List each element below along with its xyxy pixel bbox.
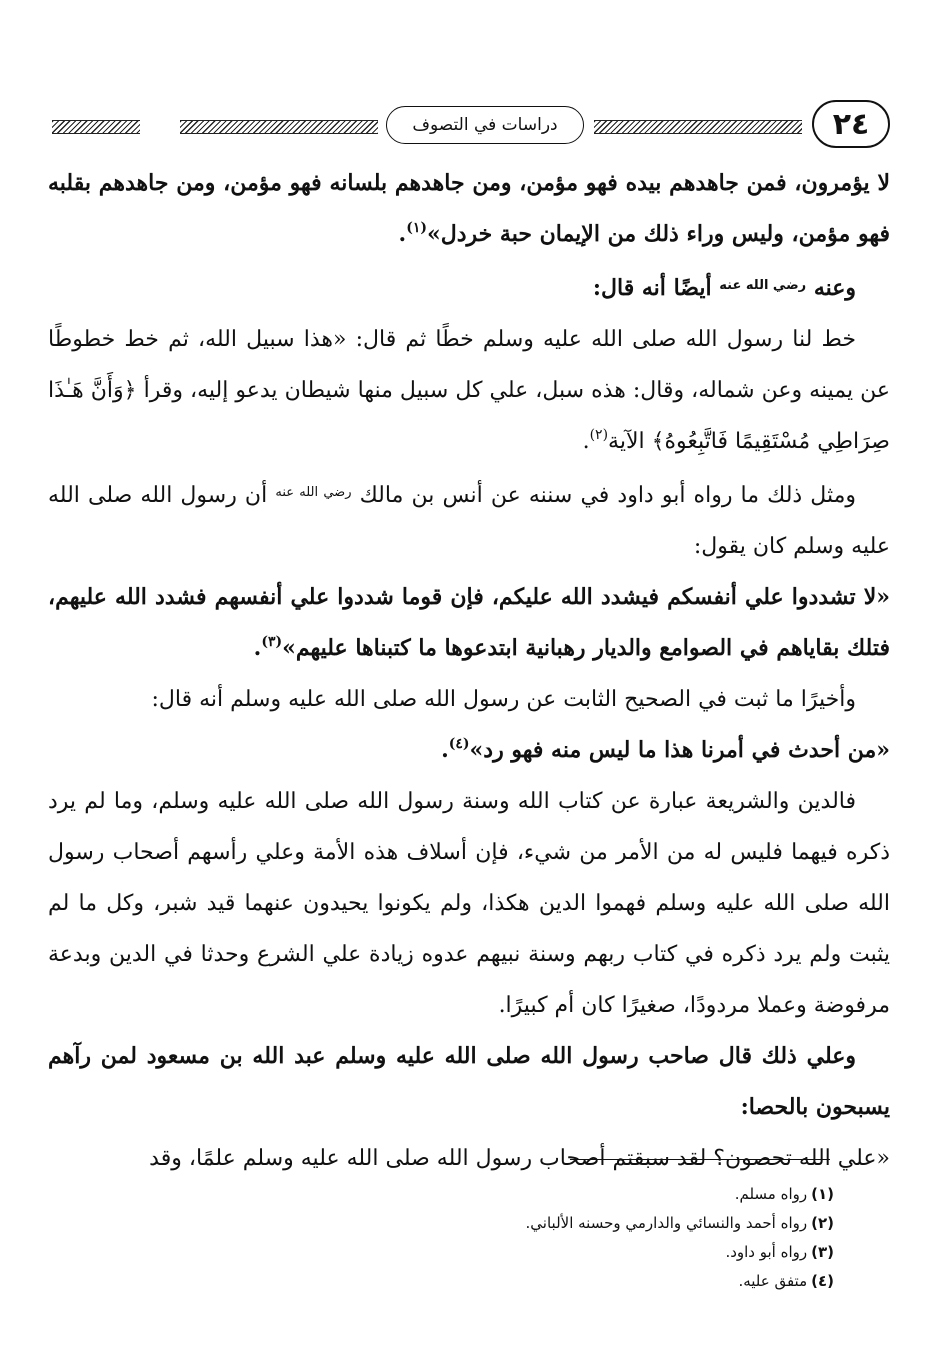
header-ornament-right — [594, 120, 802, 134]
footnote-1 — [134, 1180, 834, 1209]
footnote-ref-1: (١) — [406, 220, 427, 236]
footnote-text: رواه أبو داود. — [725, 1243, 808, 1261]
paragraph-9 — [48, 1031, 890, 1133]
footnote-number: (٣) — [811, 1243, 834, 1261]
paragraph-4 — [48, 467, 890, 572]
paragraph-7-text: «من أحدث في أمرنا هذا ما ليس منه فهو رد» — [469, 737, 890, 763]
paragraph-4-text-cont: أن رسول الله صلى الله عليه وسلم كان يقول: — [48, 483, 890, 559]
paragraph-3-tail: . — [582, 429, 590, 454]
footnote-ref-3: (٣) — [261, 634, 283, 650]
paragraph-7-tail: . — [441, 737, 449, 763]
paragraph-8 — [48, 776, 890, 1031]
paragraph-6 — [48, 674, 890, 725]
paragraph-7 — [48, 725, 890, 776]
paragraph-2-text: وعنه — [813, 275, 856, 301]
paragraph-8-text: فالدين والشريعة عبارة عن كتاب الله وسنة رسول الله صلى الله عليه وسلم، وما لم يرد ذكره فيهما فليس له من الأمر من شيء، فإن أسلاف هذه الأمة وعلي رأسهم أصحاب رسول الله صلى الله عليه وسلم فهموا الدين هكذا، ولم يكونوا يحيدون عنهما قيد شبر، وكل ما لم يثبت ولم يرد ذكره في كتاب ربهم وسنة نبيهم عدوه زيادة علي الشرع وحدثا في الدين وبدعة مرفوضة وعملا مردودًا، صغيرًا كان أم كبيرًا. — [48, 789, 890, 1018]
footnote-ref-2: (٢) — [589, 427, 609, 443]
paragraph-5 — [48, 572, 890, 674]
footnotes — [134, 1180, 834, 1296]
paragraph-6-text: وأخيرًا ما ثبت في الصحيح الثابت عن رسول الله صلى الله عليه وسلم أنه قال: — [151, 687, 856, 712]
paragraph-3-text-cont: الآية — [608, 429, 645, 454]
quran-verse: ﴿وَأَنَّ هَـٰذَا صِرَاطِي مُسْتَقِيمًا فَاتَّبِعُوهُ﴾ — [48, 378, 890, 454]
paragraph-1-text: لا يؤمرون، فمن جاهدهم بيده فهو مؤمن، ومن جاهدهم بلسانه فهو مؤمن، ومن جاهدهم بقلبه فهو مؤمن، وليس وراء ذلك من الإيمان حبة خردل» — [48, 170, 890, 247]
footnote-separator — [570, 1159, 830, 1160]
footnote-2 — [134, 1209, 834, 1238]
paragraph-10-text: «علي الله تحصون؟ لقد سبقتم أصحاب رسول الله صلى الله عليه وسلم علمًا، وقد — [149, 1146, 890, 1171]
footnote-4 — [134, 1267, 834, 1296]
page-header — [48, 96, 898, 156]
paragraph-5-text: «لا تشددوا علي أنفسكم فيشدد الله عليكم، فإن قوما شددوا علي أنفسهم فشدد الله عليهم، فتلك بقاياهم في الصوامع والديار رهبانية ابتدعوها ما كتبناها عليهم» — [48, 584, 890, 661]
paragraph-9-text: وعلي ذلك قال صاحب رسول الله صلى الله عليه وسلم عبد الله بن مسعود لمن رآهم يسبحون بالحصا: — [48, 1043, 890, 1120]
paragraph-3-text: خط لنا رسول الله صلى الله عليه وسلم خطًا ثم قال: «هذا سبيل الله، ثم خط خطوطًا عن يمينه وعن شماله، وقال: هذه سبل، علي كل سبيل منها شيطان يدعو إليه، وقرأ — [48, 327, 890, 403]
footnote-number: (٤) — [811, 1272, 834, 1290]
footnote-text: رواه أحمد والنسائي والدارمي وحسنه الألباني. — [525, 1214, 808, 1232]
paragraph-4-text: ومثل ذلك ما رواه أبو داود في سننه عن أنس بن مالك — [359, 483, 857, 508]
paragraph-5-tail: . — [253, 635, 262, 661]
paragraph-2-text-cont: أيضًا أنه قال: — [592, 275, 712, 301]
paragraph-2 — [48, 260, 890, 314]
honorific-calligraphy: رضي الله عنه — [719, 278, 807, 293]
paragraph-1 — [48, 158, 890, 260]
paragraph-1-tail: . — [398, 221, 407, 247]
header-ornament-left — [52, 120, 140, 134]
footnote-text: رواه مسلم. — [734, 1185, 808, 1203]
footnote-text: متفق عليه. — [738, 1272, 808, 1290]
footnote-number: (١) — [811, 1185, 834, 1203]
header-ornament-middle — [180, 120, 378, 134]
footnote-3 — [134, 1238, 834, 1267]
paragraph-3 — [48, 314, 890, 467]
page-number: ٢٤ — [812, 100, 890, 148]
main-text — [48, 158, 890, 1184]
footnote-ref-4: (٤) — [448, 736, 470, 752]
honorific-calligraphy: رضي الله عنه — [275, 485, 352, 500]
book-title: دراسات في التصوف — [386, 106, 584, 144]
footnote-number: (٢) — [811, 1214, 834, 1232]
